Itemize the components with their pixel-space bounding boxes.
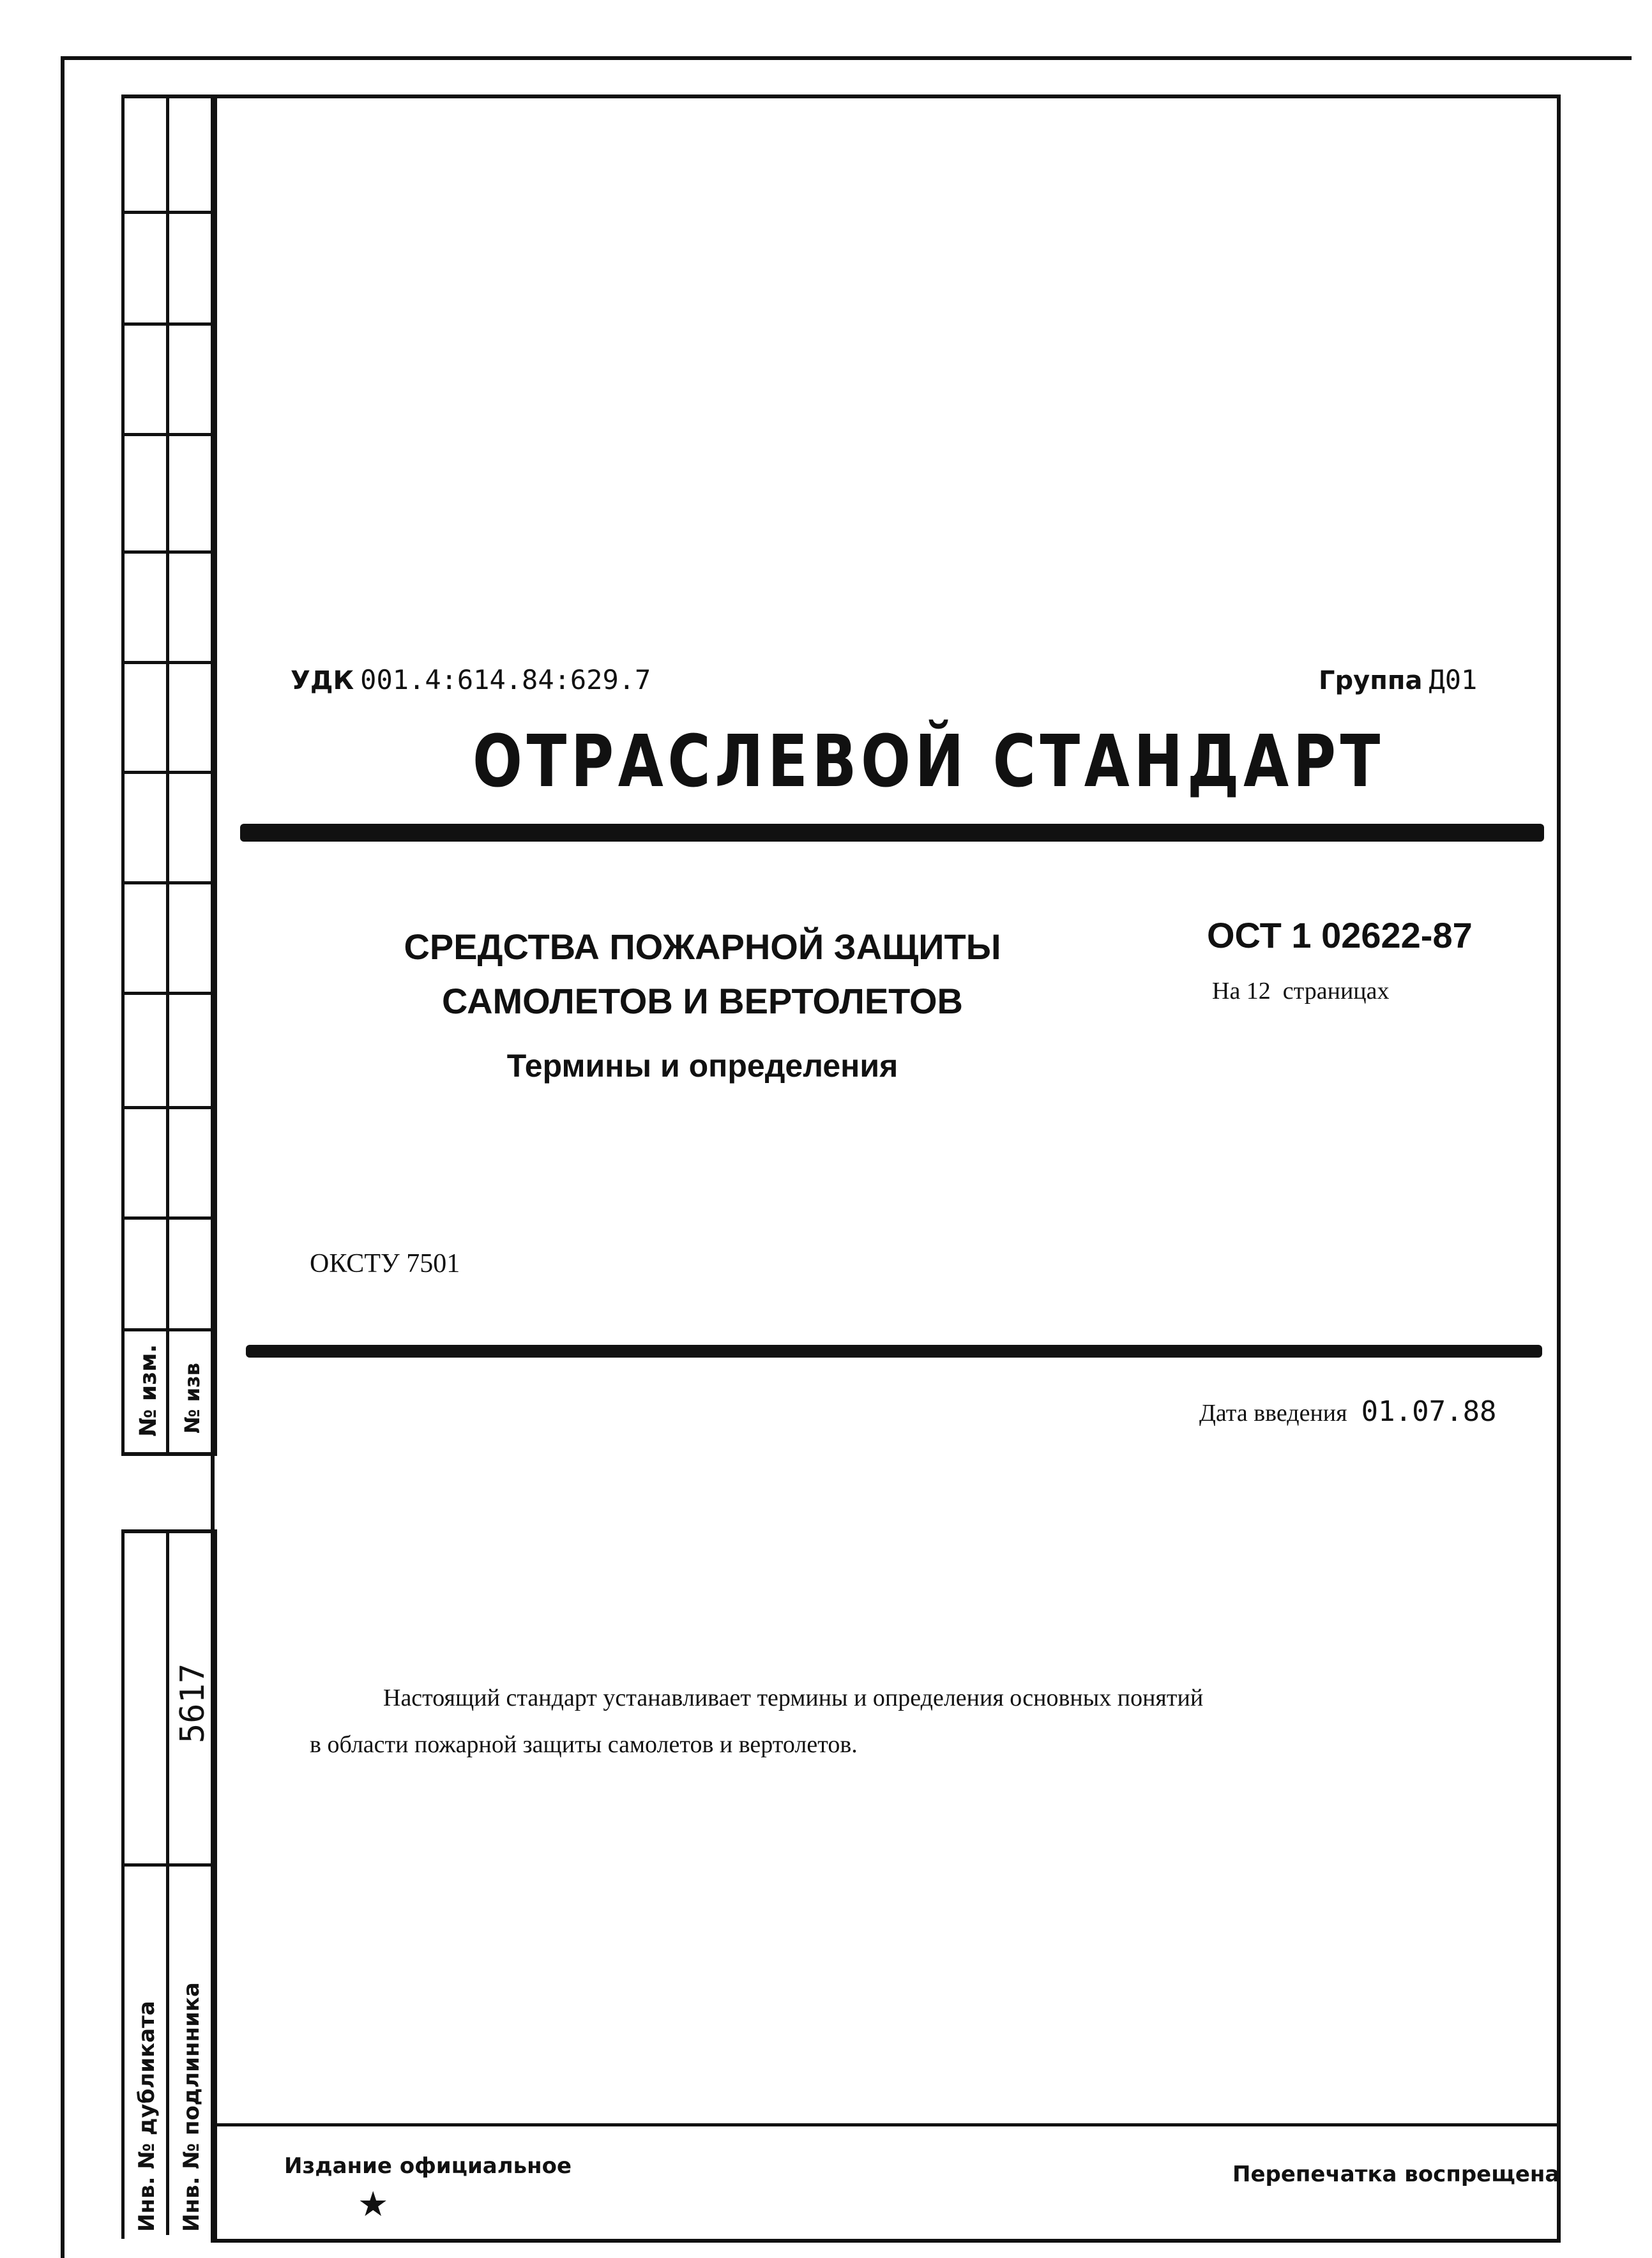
udk-value: 001.4:614.84:629.7 bbox=[360, 664, 651, 695]
side-orig-label: Инв. № подлинника bbox=[179, 1982, 204, 2232]
paragraph-line2: в области пожарной защиты самолетов и вертолетов. bbox=[310, 1731, 858, 1758]
side-cell-line bbox=[125, 1328, 214, 1331]
side-dup-label: Инв. № дубликата bbox=[134, 2001, 160, 2232]
side-cell-line bbox=[125, 550, 214, 554]
group-value: Д01 bbox=[1428, 664, 1478, 695]
standard-title-line2: САМОЛЕТОВ И ВЕРТОЛЕТОВ bbox=[442, 981, 963, 1021]
side-orig-number: 5617 bbox=[174, 1663, 212, 1743]
standard-subtitle: Термины и определения bbox=[506, 1048, 898, 1084]
udk-line bbox=[291, 664, 651, 695]
side-strip-upper bbox=[121, 95, 217, 1456]
side-cell-line bbox=[125, 881, 214, 884]
side-izv-label: № изв bbox=[180, 1363, 204, 1434]
intro-date bbox=[1199, 1395, 1497, 1428]
intro-date-label: Дата введения bbox=[1199, 1400, 1347, 1427]
side-cell-line bbox=[125, 322, 214, 326]
group-line bbox=[1319, 664, 1477, 695]
side-strip-divider-lower bbox=[166, 1529, 169, 2235]
footer-rule bbox=[211, 2123, 1561, 2126]
side-cell-line bbox=[125, 433, 214, 436]
bottom-thick-rule bbox=[246, 1345, 1542, 1358]
side-cell-line bbox=[125, 1216, 214, 1220]
okstu-code: ОКСТУ 7501 bbox=[310, 1249, 460, 1278]
top-thick-rule bbox=[240, 824, 1544, 842]
intro-date-value: 01.07.88 bbox=[1361, 1395, 1497, 1428]
standard-title-line1: СРЕДСТВА ПОЖАРНОЙ ЗАЩИТЫ bbox=[404, 927, 1001, 967]
main-title: ОТРАСЛЕВОЙ СТАНДАРТ bbox=[473, 720, 1384, 803]
side-cell-line bbox=[125, 992, 214, 995]
side-cell-line bbox=[125, 1863, 214, 1867]
side-cell-line bbox=[125, 211, 214, 214]
side-cell-line bbox=[125, 1106, 214, 1109]
side-cell-line bbox=[125, 771, 214, 774]
paragraph-line1: Настоящий стандарт устанавливает термины и определения основных понятий bbox=[383, 1685, 1204, 1711]
frame-left-rule bbox=[61, 56, 64, 2258]
page-frame bbox=[211, 95, 1561, 2243]
footer-reprint-forbidden: Перепечатка воспрещена bbox=[1232, 2162, 1560, 2187]
side-izm-label: № изм. bbox=[135, 1344, 162, 1437]
footer-official-edition: Издание официальное bbox=[284, 2153, 572, 2179]
star-icon: ★ bbox=[358, 2185, 389, 2224]
frame-top-rule bbox=[61, 56, 1632, 60]
standard-code: ОСТ 1 02622-87 bbox=[1207, 915, 1473, 955]
side-cell-line bbox=[125, 661, 214, 664]
standard-pages: На 12 страницах bbox=[1212, 978, 1390, 1004]
udk-label: УДК bbox=[291, 666, 354, 695]
group-label: Группа bbox=[1319, 666, 1423, 695]
